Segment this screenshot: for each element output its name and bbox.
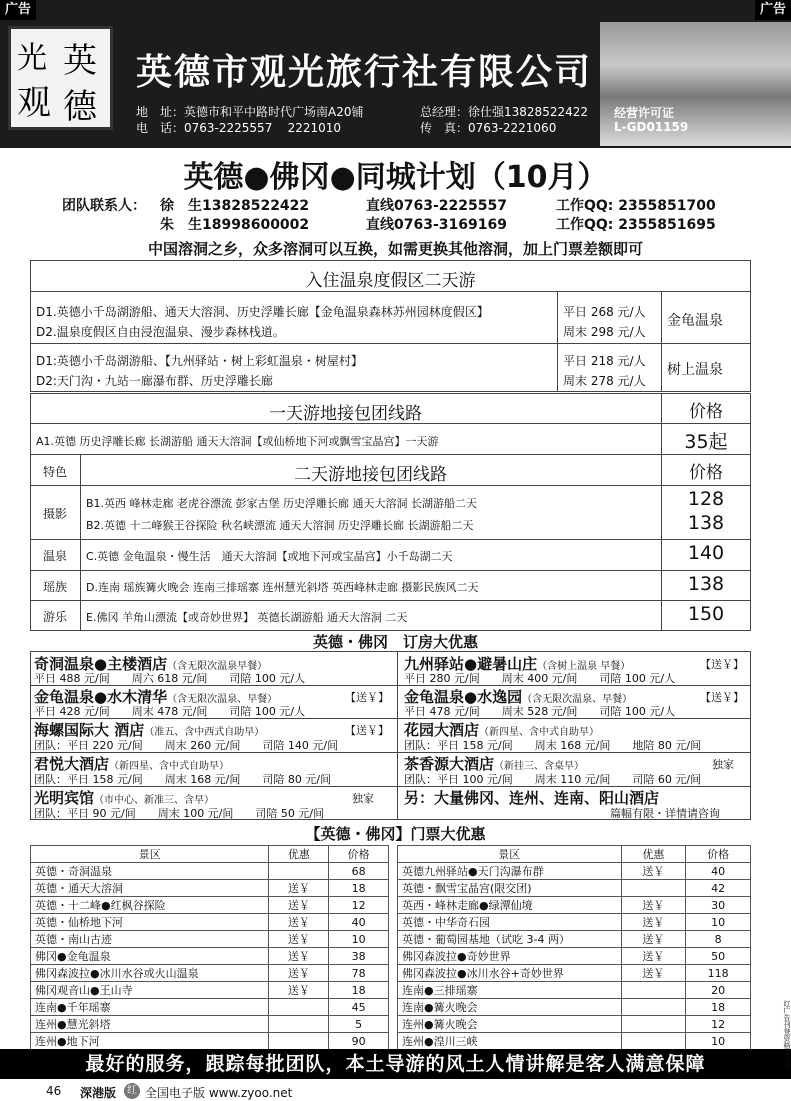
logo-char: 观 [17, 83, 51, 123]
routes-table [30, 393, 751, 631]
ticket-discount [621, 982, 686, 999]
ad-label-left: 广告 [0, 0, 36, 20]
resort-title: 入住温泉度假区二天游 [305, 271, 476, 291]
resort-d2: D2:天门沟・九站一廊瀑布群、历史浮雕长廊 [36, 374, 273, 388]
table-row [398, 965, 751, 982]
ticket-spot: 英德九州驿站●天门沟瀑布群 [398, 863, 622, 880]
license-number: L-GD01159 [614, 120, 689, 134]
edition-icon: 红 [124, 1083, 140, 1099]
ticket-discount [621, 880, 686, 897]
phone: 0763-2225557 [184, 121, 273, 135]
one-day-route: A1.英德 历史浮雕长廊 长湖游船 通天大溶洞【或仙桥地下河或飘雪宝晶宫】一天游 [36, 435, 439, 448]
ad-label-right: 广告 [755, 0, 791, 20]
ticket-price: 5 [329, 1016, 389, 1033]
table-row [31, 931, 389, 948]
hotel-price: 团队：平日 90 元/间 周末 100 元/间 司陪 50 元/间 [34, 807, 325, 820]
route-tag: 温泉 [42, 549, 67, 563]
hotel-note: （新四星、含中式自助早） [479, 727, 600, 738]
ticket-discount: 送￥ [621, 965, 686, 982]
resort-name: 树上温泉 [667, 362, 723, 378]
ticket-price: 12 [329, 897, 389, 914]
ticket-discount [269, 1033, 329, 1050]
route-line: C.英德 金龟温泉・慢生活 通天大溶洞【或地下河或宝晶宫】小千岛湖二天 [86, 550, 453, 563]
hotel-note: （含无限次温泉早餐） [167, 661, 268, 672]
address: 英德市和平中路时代广场南A20铺 [184, 105, 364, 119]
ticket-discount [621, 1033, 686, 1050]
contact-direct: 直线0763-3169169 [366, 217, 507, 233]
hotel-name: 君悦大酒店 [34, 755, 110, 773]
ticket-spot: 佛冈森波拉●冰川水谷或火山温泉 [31, 965, 269, 982]
one-day-price: 35起 [684, 431, 728, 453]
ticket-discount [621, 999, 686, 1016]
ticket-price: 118 [686, 965, 751, 982]
phone2: 2221010 [287, 121, 342, 135]
resort-weekend-price: 周末 298 元/人 [563, 325, 646, 339]
ticket-spot: 佛冈森波拉●冰川水谷+奇妙世界 [398, 965, 622, 982]
logo-char: 德 [63, 87, 97, 127]
hotel-badge: 独家 [352, 792, 374, 805]
contact-name: 朱 生18998600002 [160, 217, 310, 233]
hotel-name: 花园大酒店 [404, 721, 480, 739]
route-price: 140 [687, 542, 725, 564]
page-number: 46 [46, 1084, 62, 1098]
hotel-name: 金龟温泉●水逸园 [404, 688, 523, 706]
ticket-spot: 英德・飘雪宝晶宫(限交团) [398, 880, 622, 897]
col-header: 优惠 [621, 846, 686, 863]
ticket-price: 12 [686, 1016, 751, 1033]
route-tag: 游乐 [42, 610, 67, 624]
ticket-spot: 英德・奇洞温泉 [31, 863, 269, 880]
hotel-note: （含无限次温泉、早餐） [522, 694, 633, 705]
ticket-discount: 送￥ [269, 897, 329, 914]
resort-d2: D2.温泉度假区自由浸泡温泉、漫步森林栈道。 [36, 325, 285, 339]
hotel-price: 团队：平日 220 元/间 周末 260 元/间 司陪 140 元/间 [34, 739, 339, 752]
edition: 深港版 [80, 1086, 117, 1100]
resort-d1: D1.英德小千岛湖游船、通天大溶洞、历史浮雕长廊【金龟温泉森林苏州园林度假区】 [36, 305, 489, 319]
table-row [31, 1016, 389, 1033]
resort-weekend-price: 周末 278 元/人 [563, 374, 646, 388]
ticket-discount: 送￥ [621, 931, 686, 948]
hotel-price: 团队：平日 158 元/间 周末 168 元/间 地陪 80 元/间 [404, 739, 702, 752]
ticket-discount: 送￥ [621, 897, 686, 914]
route-tag: 瑶族 [42, 580, 67, 594]
ticket-price: 18 [329, 982, 389, 999]
table-row [398, 948, 751, 965]
hotel-name: 光明宾馆 [34, 789, 95, 807]
route-line: E.佛冈 羊角山漂流【或奇妙世界】 英德长湖游船 通天大溶洞 二天 [86, 611, 408, 624]
route-price: 138 [687, 573, 725, 595]
ticket-price: 68 [329, 863, 389, 880]
ticket-spot: 英德・中华奇石园 [398, 914, 622, 931]
route-price: 138 [687, 512, 725, 534]
ticket-discount: 送￥ [269, 965, 329, 982]
hotel-name: 奇洞温泉●主楼酒店 [34, 655, 168, 673]
hotel-price: 平日 478 元/间 周末 528 元/间 司陪 100 元/人 [404, 705, 676, 718]
table-header-row [31, 846, 389, 863]
other-hotels-note: 篇幅有限・详情请咨询 [610, 807, 720, 820]
ticket-spot: 佛冈观音山●王山寺 [31, 982, 269, 999]
hotel-name: 金龟温泉●水木清华 [34, 688, 168, 706]
ticket-price: 40 [329, 914, 389, 931]
table-row [398, 880, 751, 897]
hotel-badge: 【送￥】 [700, 691, 744, 704]
license-label: 经营许可证 [614, 106, 675, 120]
hotel-note: （市中心、新准三、含早） [94, 795, 215, 806]
ticket-spot: 英德・十二峰●红枫谷探险 [31, 897, 269, 914]
contact-name: 徐 生13828522422 [160, 198, 310, 214]
ticket-price: 40 [686, 863, 751, 880]
contact-qq: 工作QQ: 2355851700 [556, 198, 716, 214]
ticket-price: 50 [686, 948, 751, 965]
two-day-price-label: 价格 [689, 463, 723, 483]
contact-direct: 直线0763-2225557 [366, 198, 507, 214]
resort-d1: D1:英德小千岛湖游船、【九州驿站・树上彩虹温泉・树屋村】 [36, 354, 363, 368]
resort-name: 金龟温泉 [667, 313, 723, 329]
hotel-price: 团队：平日 100 元/间 周末 110 元/间 司陪 60 元/间 [404, 773, 702, 786]
website: 全国电子版 www.zyoo.net [145, 1086, 293, 1100]
tagline: 中国溶洞之乡，众多溶洞可以互换，如需更换其他溶洞，加上门票差额即可 [147, 240, 643, 258]
table-row [31, 999, 389, 1016]
hotel-note: （含无限次温泉、早餐） [167, 694, 278, 705]
side-note: 红广告刊登资格请查询 [783, 1000, 791, 1070]
hotel-name: 海螺国际大 酒店 [34, 721, 145, 739]
ticket-discount [269, 999, 329, 1016]
route-price: 128 [687, 488, 725, 510]
table-row [31, 897, 389, 914]
hotel-note: （准五、含中西式自助早） [144, 727, 265, 738]
table-row [398, 999, 751, 1016]
ticket-spot: 连州●慧光斜塔 [31, 1016, 269, 1033]
table-row [31, 1033, 389, 1050]
ticket-spot: 连州●地下河 [31, 1033, 269, 1050]
hotel-badge: 【送￥】 [700, 658, 744, 671]
table-row [31, 863, 389, 880]
table-row [398, 931, 751, 948]
feature-label: 特色 [42, 465, 67, 479]
ticket-discount: 送￥ [621, 948, 686, 965]
ticket-discount [621, 1016, 686, 1033]
ticket-price: 10 [329, 931, 389, 948]
route-line: B2.英德 十二峰猴王谷探险 秋名峡漂流 通天大溶洞 历史浮雕长廊 长湖游船二天 [86, 519, 474, 532]
col-header: 价格 [329, 846, 389, 863]
ticket-discount: 送￥ [269, 914, 329, 931]
ticket-spot: 连州●湟川三峡 [398, 1033, 622, 1050]
contact-label: 团队联系人： [62, 198, 146, 214]
footer-slogan: 最好的服务，跟踪每批团队，本土导游的风土人情讲解是客人满意保障 [0, 1049, 791, 1079]
ticket-spot: 英德・仙桥地下河 [31, 914, 269, 931]
ticket-price: 18 [686, 999, 751, 1016]
col-header: 优惠 [269, 846, 329, 863]
ticket-spot: 佛冈●金龟温泉 [31, 948, 269, 965]
ticket-price: 38 [329, 948, 389, 965]
phone-label: 电 话： [136, 121, 185, 135]
hotel-price: 平日 488 元/间 周六 618 元/间 司陪 100 元/人 [34, 672, 306, 685]
resort-weekday-price: 平日 268 元/人 [563, 305, 646, 319]
hotel-price: 平日 428 元/间 周末 478 元/间 司陪 100 元/人 [34, 705, 306, 718]
plan-title: 英德●佛冈●同城计划（10月） [183, 160, 608, 195]
address-label: 地 址： [136, 105, 185, 119]
hotel-badge: 【送￥】 [345, 691, 389, 704]
one-day-title: 一天游地接包团线路 [269, 404, 422, 424]
ticket-discount: 送￥ [621, 863, 686, 880]
hotel-badge: 【送￥】 [345, 724, 389, 737]
ticket-price: 78 [329, 965, 389, 982]
hotel-name: 茶香源大酒店 [404, 755, 495, 773]
two-day-title: 二天游地接包团线路 [294, 465, 447, 485]
ticket-price: 45 [329, 999, 389, 1016]
ticket-price: 10 [686, 914, 751, 931]
ticket-discount: 送￥ [269, 948, 329, 965]
tickets-table-right [397, 845, 751, 1050]
col-header: 景区 [31, 846, 269, 863]
table-header-row [398, 846, 751, 863]
table-row [398, 914, 751, 931]
company-logo [8, 26, 113, 130]
ticket-spot: 英德・葡萄园基地（试吃 3-4 两） [398, 931, 622, 948]
hotel-name: 九州驿站●避暑山庄 [404, 655, 538, 673]
table-row [398, 863, 751, 880]
ticket-price: 10 [686, 1033, 751, 1050]
ticket-spot: 连南●篝火晚会 [398, 999, 622, 1016]
table-row [398, 897, 751, 914]
hotel-note: （新挂三、含桌早） [494, 761, 585, 772]
table-row [31, 914, 389, 931]
ticket-discount: 送￥ [269, 931, 329, 948]
logo-char: 英 [63, 41, 97, 81]
ticket-spot: 连南●三排瑶寨 [398, 982, 622, 999]
table-row [398, 982, 751, 999]
ticket-spot: 英德・南山古迹 [31, 931, 269, 948]
fax: 0763-2221060 [468, 121, 557, 135]
ticket-price: 90 [329, 1033, 389, 1050]
hotel-price: 团队：平日 158 元/间 周末 168 元/间 司陪 80 元/间 [34, 773, 332, 786]
manager: 徐仕强13828522422 [468, 105, 588, 119]
ticket-discount: 送￥ [269, 880, 329, 897]
hotel-note: （含树上温泉 早餐） [537, 661, 631, 672]
ticket-discount: 送￥ [621, 914, 686, 931]
route-line: D.连南 瑶族篝火晚会 连南三排瑶寨 连州慧光斜塔 英西峰林走廊 摄影民族风二天 [86, 581, 479, 594]
col-header: 景区 [398, 846, 622, 863]
other-hotels: 另：大量佛冈、连州、连南、阳山酒店 [404, 789, 660, 807]
resort-weekday-price: 平日 218 元/人 [563, 354, 646, 368]
ticket-price: 20 [686, 982, 751, 999]
ticket-discount [269, 1016, 329, 1033]
route-price: 150 [687, 603, 725, 625]
ticket-discount: 送￥ [269, 982, 329, 999]
contact-qq: 工作QQ: 2355851695 [556, 217, 716, 233]
table-row [398, 1033, 751, 1050]
ticket-discount [269, 863, 329, 880]
hotels-title: 英德・佛冈 订房大优惠 [312, 633, 478, 651]
table-row [31, 948, 389, 965]
one-day-price-label: 价格 [689, 402, 723, 422]
logo-char: 光 [17, 41, 47, 76]
tickets-title: 【英德・佛冈】门票大优惠 [305, 825, 486, 843]
manager-label: 总经理： [420, 105, 469, 119]
ticket-price: 18 [329, 880, 389, 897]
table-row [31, 965, 389, 982]
hotel-note: （新四星、含中式自助早） [109, 761, 230, 772]
ticket-spot: 英西・峰林走廊●绿潭仙境 [398, 897, 622, 914]
tickets-table-left [30, 845, 389, 1050]
route-line: B1.英西 峰林走廊 老虎谷漂流 彭家古堡 历史浮雕长廊 通天大溶洞 长湖游船二天 [86, 497, 478, 510]
company-name: 英德市观光旅行社有限公司 [136, 51, 593, 93]
table-row [31, 880, 389, 897]
hotel-price: 平日 280 元/间 周末 400 元/间 司陪 100 元/人 [404, 672, 676, 685]
route-tag: 摄影 [42, 507, 67, 521]
fax-label: 传 真： [420, 121, 469, 135]
ticket-price: 8 [686, 931, 751, 948]
hotel-badge: 独家 [712, 758, 734, 771]
ticket-spot: 英德・通天大溶洞 [31, 880, 269, 897]
ticket-spot: 连南●千年瑶寨 [31, 999, 269, 1016]
ticket-spot: 连州●篝火晚会 [398, 1016, 622, 1033]
table-row [398, 1016, 751, 1033]
col-header: 价格 [686, 846, 751, 863]
ticket-price: 30 [686, 897, 751, 914]
ticket-price: 42 [686, 880, 751, 897]
ticket-spot: 佛冈森波拉●奇妙世界 [398, 948, 622, 965]
table-row [31, 982, 389, 999]
